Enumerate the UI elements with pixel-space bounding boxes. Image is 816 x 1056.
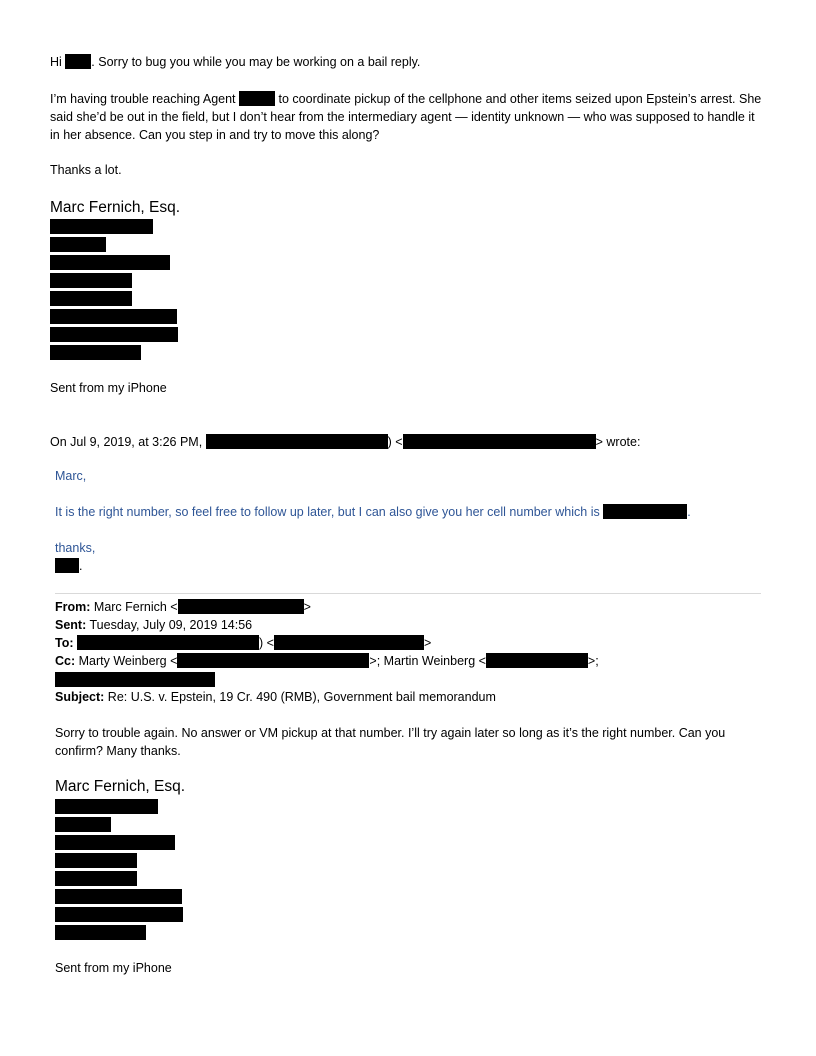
redaction-bar: [77, 635, 259, 650]
redaction-bar: [55, 558, 79, 573]
redaction-bar: [50, 309, 177, 324]
original-body: Sorry to trouble again. No answer or VM pickup at that number. I’ll try again later so long as it’s the right number. Can you confirm? Many thanks.: [55, 726, 726, 758]
from-value: Marc Fernich <: [93, 600, 178, 614]
redaction-bar: [603, 504, 687, 519]
cc-label: Cc:: [55, 654, 76, 668]
redaction-bar: [55, 889, 182, 904]
reply-body-text: It is the right number, so feel free to follow up later, but I can also give you her cell number which is: [55, 505, 600, 519]
redaction-bar: [178, 599, 304, 614]
quote-header: [50, 434, 640, 450]
quote-header-paren: ) <: [387, 435, 403, 449]
redaction-bar: [274, 635, 424, 650]
sent-from-iphone: Sent from my iPhone: [55, 961, 172, 975]
redaction-bar: [50, 237, 106, 252]
divider: [55, 593, 761, 594]
reply-body-suffix: .: [687, 505, 691, 519]
thanks-line: Thanks a lot.: [50, 163, 122, 177]
redaction-bar: [50, 273, 132, 288]
redaction-bar: [55, 817, 111, 832]
redaction-bar: [55, 925, 146, 940]
redaction-bar: [55, 853, 137, 868]
signature-name: Marc Fernich, Esq.: [55, 778, 186, 795]
sent-label: Sent:: [55, 618, 87, 632]
redaction-bar: [55, 871, 137, 886]
header-subject: [55, 689, 496, 705]
quote-header-wrote: > wrote:: [595, 435, 641, 449]
to-label: To:: [55, 636, 74, 650]
header-cc: [55, 653, 599, 669]
greeting-prefix: Hi: [50, 55, 62, 69]
to-mid: ) <: [259, 636, 274, 650]
reply-signoff-suffix: .: [79, 559, 83, 573]
quote-header-prefix: On Jul 9, 2019, at 3:26 PM,: [50, 435, 203, 449]
subject-label: Subject:: [55, 690, 105, 704]
redaction-bar: [50, 255, 170, 270]
subject-value: Re: U.S. v. Epstein, 19 Cr. 490 (RMB), Government bail memorandum: [107, 690, 496, 704]
header-from: [55, 599, 311, 615]
greeting-suffix: . Sorry to bug you while you may be working on a bail reply.: [91, 55, 421, 69]
redaction-bar: [403, 434, 596, 449]
cc-first: Marty Weinberg <: [78, 654, 178, 668]
from-label: From:: [55, 600, 91, 614]
redaction-bar: [486, 653, 588, 668]
header-sent: [55, 617, 252, 633]
signature-name: Marc Fernich, Esq.: [50, 199, 181, 216]
paragraph-agent: [50, 90, 762, 144]
reply-thanks: thanks,: [55, 541, 96, 555]
redaction-bar: [55, 799, 158, 814]
reply-salutation: Marc,: [55, 469, 87, 483]
redaction-bar: [50, 345, 141, 360]
reply-signoff: [55, 558, 82, 574]
cc-end: >;: [587, 654, 599, 668]
reply-body: [55, 504, 691, 520]
greeting-line: [50, 54, 420, 70]
redaction-bar: [50, 327, 178, 342]
to-gt: >: [423, 636, 432, 650]
redaction-bar: [65, 54, 91, 69]
sent-from-iphone: Sent from my iPhone: [50, 381, 167, 395]
sent-value: Tuesday, July 09, 2019 14:56: [89, 618, 253, 632]
redaction-bar: [239, 91, 275, 106]
redaction-bar: [177, 653, 369, 668]
redaction-bar: [55, 672, 215, 687]
cc-mid: >; Martin Weinberg <: [369, 654, 486, 668]
from-gt: >: [303, 600, 311, 614]
redaction-bar: [55, 835, 175, 850]
paragraph-agent-rest: to coordinate pickup of the cellphone and other items seized upon Epstein’s arrest. She said she’d be out in the field, but I don’t hear from the intermediary agent — identity unknown — who was supposed to handle it in her absence. Can you step in and try to move this along?: [50, 92, 762, 142]
redaction-bar: [55, 907, 183, 922]
redaction-bar: [50, 219, 153, 234]
header-to: [55, 635, 431, 651]
redaction-bar: [50, 291, 132, 306]
redaction-bar: [206, 434, 388, 449]
paragraph-agent-start: I’m having trouble reaching Agent: [50, 92, 236, 106]
